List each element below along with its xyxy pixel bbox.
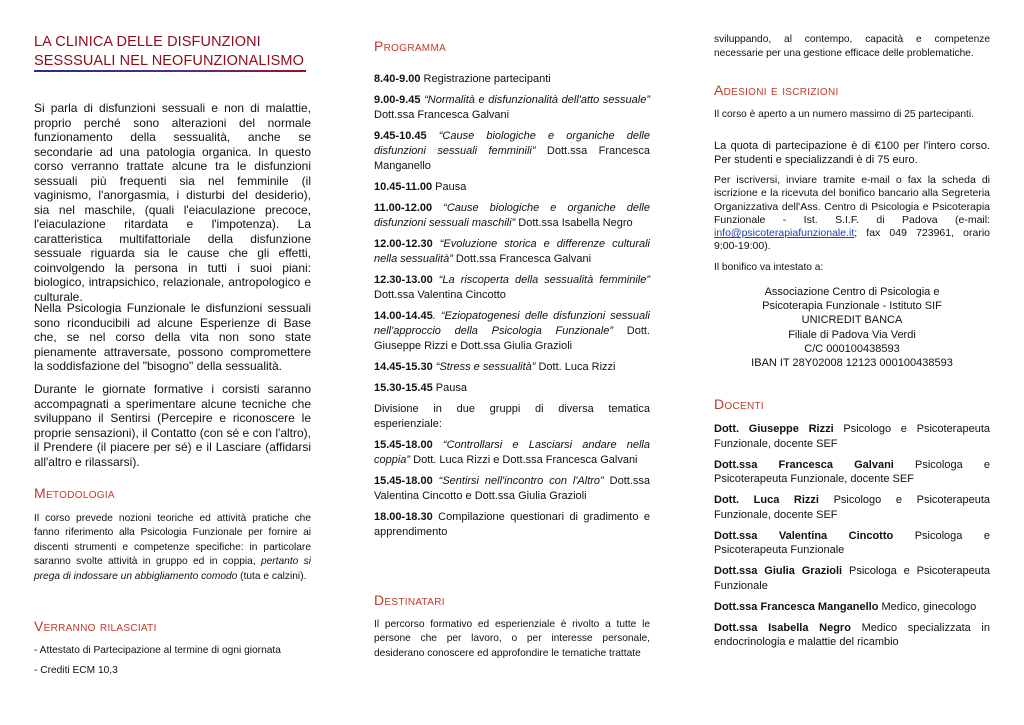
programma-title: . “Eziopatogenesi delle disfunzioni sessuali nell'approccio della Psicologia Funzionale” <box>374 310 650 337</box>
rilasciati-item-1: - Attestato di Partecipazione al termine di ogni giornata <box>34 645 281 656</box>
title-underline <box>34 70 306 72</box>
programma-time: 14.00-14.45 <box>374 310 433 322</box>
adesioni-heading: Adesioni e iscrizioni <box>714 82 839 98</box>
docente-role: Psicologa e Psicoterapeuta Funzionale, docente SEF <box>714 458 990 485</box>
metodologia-italic: pertanto si prega di indossare un abbigliamento comodo <box>34 556 311 582</box>
email-link[interactable]: info@psicoterapiafunzionale.it <box>714 227 855 240</box>
docente-name: Dott.ssa Isabella Negro <box>714 621 851 634</box>
programma-item <box>374 180 650 195</box>
programma-detail: Dott.ssa Valentina Cincotto e Dott.ssa Giulia Grazioli <box>374 475 651 502</box>
programma-item <box>374 510 650 540</box>
programma-time: 15.45-18.00 <box>374 475 433 487</box>
programma-detail: Dott.ssa Francesca Galvani <box>374 109 510 121</box>
docente-role: Medico, ginecologo <box>878 600 977 613</box>
programma-time: 9.45-10.45 <box>374 130 427 142</box>
programma-detail: Pausa <box>432 181 467 193</box>
adesioni-text-2: La quota di partecipazione è di €100 per l'intero corso. Per studenti e specializzandi è di 75 euro. <box>714 140 990 166</box>
title-line-1: LA CLINICA DELLE DISFUNZIONI <box>34 34 261 50</box>
metodologia-text <box>34 512 311 584</box>
metodologia-end: (tuta e calzini). <box>240 570 307 582</box>
bank-line: Filiale di Padova Via Verdi <box>788 328 916 341</box>
programma-time: 15.30-15.45 <box>374 382 433 394</box>
docente-item <box>714 458 990 487</box>
destinatari-heading: Destinatari <box>374 592 445 608</box>
programma-detail: Dott. Giuseppe Rizzi e Dott.ssa Giulia Grazioli <box>374 325 650 352</box>
bank-line: Associazione Centro di Psicologia e <box>764 286 940 298</box>
programma-detail: Dott. Luca Rizzi <box>535 361 616 373</box>
docente-item <box>714 621 990 650</box>
programma-time: 15.45-18.00 <box>374 439 433 451</box>
programma-time: 10.45-11.00 <box>374 181 433 193</box>
programma-time: 18.00-18.30 <box>374 511 433 523</box>
programma-item <box>374 309 650 354</box>
programma-item <box>374 201 650 231</box>
metodologia-body: Il corso prevede nozioni teoriche ed attività pratiche che fanno riferimento alla Psicologia Funzionale per fornire ai discenti strumenti e competenze specifiche: in particolare saranno svolte attività in gruppo ed in coppia, <box>34 513 311 568</box>
programma-item <box>374 129 650 174</box>
programma-item <box>374 402 650 432</box>
programma-detail: Dott. Luca Rizzi e Dott.ssa Francesca Galvani <box>410 454 638 466</box>
programma-item <box>374 360 650 375</box>
programma-title: “Stress e sessualità” <box>432 361 536 373</box>
docente-role: Psicologo e Psicoterapeuta Funzionale, docente SEF <box>714 423 990 450</box>
page-title <box>34 33 314 71</box>
bonifico-label: Il bonifico va intestato a: <box>714 262 824 273</box>
programma-title: “Evoluzione storica e differenze culturali nella sessualità” <box>374 238 650 265</box>
docenti-list <box>714 422 990 656</box>
adesioni-text-3 <box>714 174 990 254</box>
programma-detail: Divisione in due gruppi di diversa tematica esperienziale: <box>374 403 650 430</box>
adesioni-text-3b: ; fax 049 723961, orario 9:00-19:00). <box>714 227 990 253</box>
destinatari-continuation: sviluppando, al contempo, capacità e competenze necessarie per una gestione efficace delle problematiche. <box>714 34 990 60</box>
adesioni-text-1: Il corso è aperto a un numero massimo di 25 partecipanti. <box>714 109 974 120</box>
title-line-2: SESSSUALI NEL NEOFUNZIONALISMO <box>34 53 304 69</box>
docente-role: Medico specializzata in endocrinologia e malattie del ricambio <box>714 621 990 648</box>
programma-item <box>374 438 650 468</box>
rilasciati-heading: Verranno rilasciati <box>34 618 157 634</box>
bank-line: Psicoterapia Funzionale - Istituto SIF <box>762 300 942 313</box>
programma-detail: Dott.ssa Isabella Negro <box>515 217 633 229</box>
intro-paragraph-3: Durante le giornate formative i corsisti saranno accompagnati a sperimentare alcune tecniche che sviluppano il Sentirsi (Percepire e riconoscere le proprie sensazioni), il Contatto (con sé e con l'altro), il Prendere (il piacere per sé) e il Lasciare (affidarsi all'altro e rilassarsi). <box>34 382 311 469</box>
programma-item <box>374 237 650 267</box>
programma-item <box>374 93 650 123</box>
programma-heading: Programma <box>374 38 447 54</box>
adesioni-text-3a: Per iscriversi, inviare tramite e-mail o fax la scheda di iscrizione e la ricevuta del bonifico bancario alla Segreteria Organizzativa dell'Ass. Centro di Psicologia e Psicoterapia Funzionale - Ist. S.I.F. di Padova (e-mail: <box>714 174 990 226</box>
programma-detail: Dott.ssa Francesca Galvani <box>452 253 592 265</box>
programma-detail: Registrazione partecipanti <box>420 73 551 85</box>
bank-line: IBAN IT 28Y02008 12123 000100438593 <box>751 357 953 370</box>
programma-time: 12.00-12.30 <box>374 238 433 250</box>
programma-detail: Dott.ssa Valentina Cincotto <box>374 289 506 301</box>
metodologia-heading: Metodologia <box>34 485 115 501</box>
programma-time: 11.00-12.00 <box>374 202 433 214</box>
bank-line: UNICREDIT BANCA <box>801 314 903 327</box>
programma-time: 14.45-15.30 <box>374 361 433 373</box>
docente-name: Dott. Luca Rizzi <box>714 494 819 506</box>
programma-title: “Controllarsi e Lasciarsi andare nella coppia” <box>374 439 650 466</box>
docente-name: Dott.ssa Francesca Manganello <box>714 600 879 613</box>
docente-role: Psicologa e Psicoterapeuta Funzionale <box>714 565 990 592</box>
docente-name: Dott.ssa Giulia Grazioli <box>714 565 843 577</box>
docente-item <box>714 600 990 615</box>
programma-title: “La riscoperta della sessualità femminile” <box>432 274 650 286</box>
programma-title: “Cause biologiche e organiche delle disfunzioni sessuali maschili” <box>374 202 650 229</box>
docente-item <box>714 529 990 558</box>
docente-item <box>714 564 990 593</box>
docente-item <box>714 422 990 451</box>
docente-role: Psicologa e Psicoterapeuta Funzionale <box>714 529 990 556</box>
docenti-heading: Docenti <box>714 396 764 412</box>
destinatari-text: Il percorso formativo ed esperienziale è rivolto a tutte le persone che per lavoro, o per interesse personale, desiderano conoscere ed approfondire le tematiche trattate <box>374 619 650 659</box>
docente-name: Dott.ssa Francesca Galvani <box>714 458 894 471</box>
programma-time: 12.30-13.00 <box>374 274 433 286</box>
programma-item <box>374 474 650 504</box>
rilasciati-item-2: - Crediti ECM 10,3 <box>34 665 118 676</box>
programma-detail: Compilazione questionari di gradimento e apprendimento <box>374 511 650 538</box>
intro-paragraph-2: Nella Psicologia Funzionale le disfunzioni sessuali sono riconducibili ad alcune Esperienze di Base che, se nel corso della vita non sono state pienamente attraversate, possono compromettere la soddisfazione del "bisogno" della sessualità. <box>34 301 311 373</box>
docente-role: Psicologo e Psicoterapeuta Funzionale, docente SEF <box>714 494 990 521</box>
intro-paragraph-1: Si parla di disfunzioni sessuali e non di malattie, proprio perché sono alterazioni del normale funzionamento della sessualità, anche se secondarie ad una patologia organica. In questo corso verranno trattate alcune tra le disfunzioni sessuali più frequenti sia nel femminile (il vaginismo, l'anorgasmia, i disturbi del desiderio), sia nel maschile, (quali l'eiaculazione precoce, l'eiaculazione ritardata e l'impotenza). La caratteristica multifattoriale della disfunzione sessuale riguarda sia le cause che gli effetti, coinvolgendo la persona in tutti i suoi piani: biologico, intrapsichico, relazionale, antropologico e culturale. <box>34 101 311 304</box>
programma-title: “Sentirsi nell'incontro con l'Altro” <box>432 475 604 487</box>
programma-item <box>374 273 650 303</box>
docente-name: Dott. Giuseppe Rizzi <box>714 423 834 435</box>
programma-detail: Pausa <box>432 382 467 394</box>
bank-details <box>714 285 990 370</box>
programma-time: 9.00-9.45 <box>374 94 421 106</box>
programma-title: “Normalità e disfunzionalità dell'atto sessuale” <box>420 94 650 106</box>
docente-name: Dott.ssa Valentina Cincotto <box>714 529 894 542</box>
programma-item <box>374 381 650 396</box>
docente-item <box>714 493 990 522</box>
programma-title: “Cause biologiche e organiche delle disfunzioni sessuali femminili” <box>374 130 650 157</box>
programma-list <box>374 72 650 546</box>
programma-detail: Dott.ssa Francesca Manganello <box>374 145 650 172</box>
programma-time: 8.40-9.00 <box>374 73 421 85</box>
bank-line: C/C 000100438593 <box>804 342 900 355</box>
programma-item <box>374 72 650 87</box>
